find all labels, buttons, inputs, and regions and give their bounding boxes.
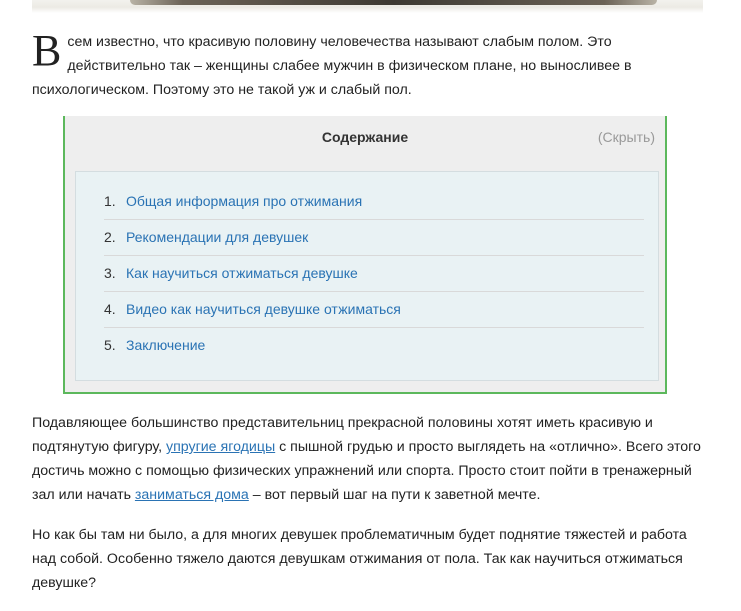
link-firm-glutes[interactable]: упругие ягодицы [165,439,276,455]
toc-item-number: 4. [104,301,116,317]
link-workout-at-home[interactable]: заниматься дома [134,487,249,503]
toc-item [104,292,644,328]
toc-hide-toggle[interactable]: (Скрыть) [597,129,655,145]
toc-item [104,184,644,220]
toc-title: Содержание [321,129,409,145]
toc-item [104,220,644,256]
toc-body [75,171,659,381]
toc-item [104,328,644,363]
toc-link-recommendations[interactable]: Рекомендации для девушек [126,229,309,245]
image-shadow [130,0,657,5]
article-content [32,26,704,595]
para2-text-3: – вот первый шаг на пути к заветной мечте. [248,487,541,503]
toc-link-video[interactable]: Видео как научиться девушке отжиматься [126,301,401,317]
intro-paragraph [32,26,704,102]
body-paragraph-2 [32,411,704,507]
article-image-bottom-edge [32,0,703,13]
body-paragraph-3 [32,523,704,595]
toc-link-how-to-learn[interactable]: Как научиться отжиматься девушке [126,265,358,281]
dropcap-letter: В [32,26,62,75]
para2-text-1: Подавляющее большинство представительниц прекрасной половины хотят иметь красивую и подтянутую фигуру, [32,415,653,455]
table-of-contents [63,116,667,394]
toc-item-number: 1. [104,193,116,209]
para2-text-2: с пышной грудью и просто выглядеть на «отлично». Всего этого достичь можно с помощью физических упражнений или спорта. Просто стоит пойти в тренажерный зал или начать [32,439,701,503]
toc-link-conclusion[interactable]: Заключение [126,337,206,353]
toc-item-number: 2. [104,229,116,245]
toc-item [104,256,644,292]
intro-text: сем известно, что красивую половину человечества называют слабым полом. Это действительно так – женщины слабее мужчин в физическом плане, но выносливее в психологическом. Поэтому это не такой уж и слабый пол. [32,34,632,98]
para3-text: Но как бы там ни было, а для многих девушек проблематичным будет поднятие тяжестей и работа над собой. Особенно тяжело даются девушкам отжимания от пола. Так как научиться отжиматься девушке? [32,527,687,591]
toc-item-number: 3. [104,265,116,281]
toc-link-general-info[interactable]: Общая информация про отжимания [126,193,363,209]
toc-item-number: 5. [104,337,116,353]
toc-list [104,184,644,363]
toc-header [65,116,665,162]
